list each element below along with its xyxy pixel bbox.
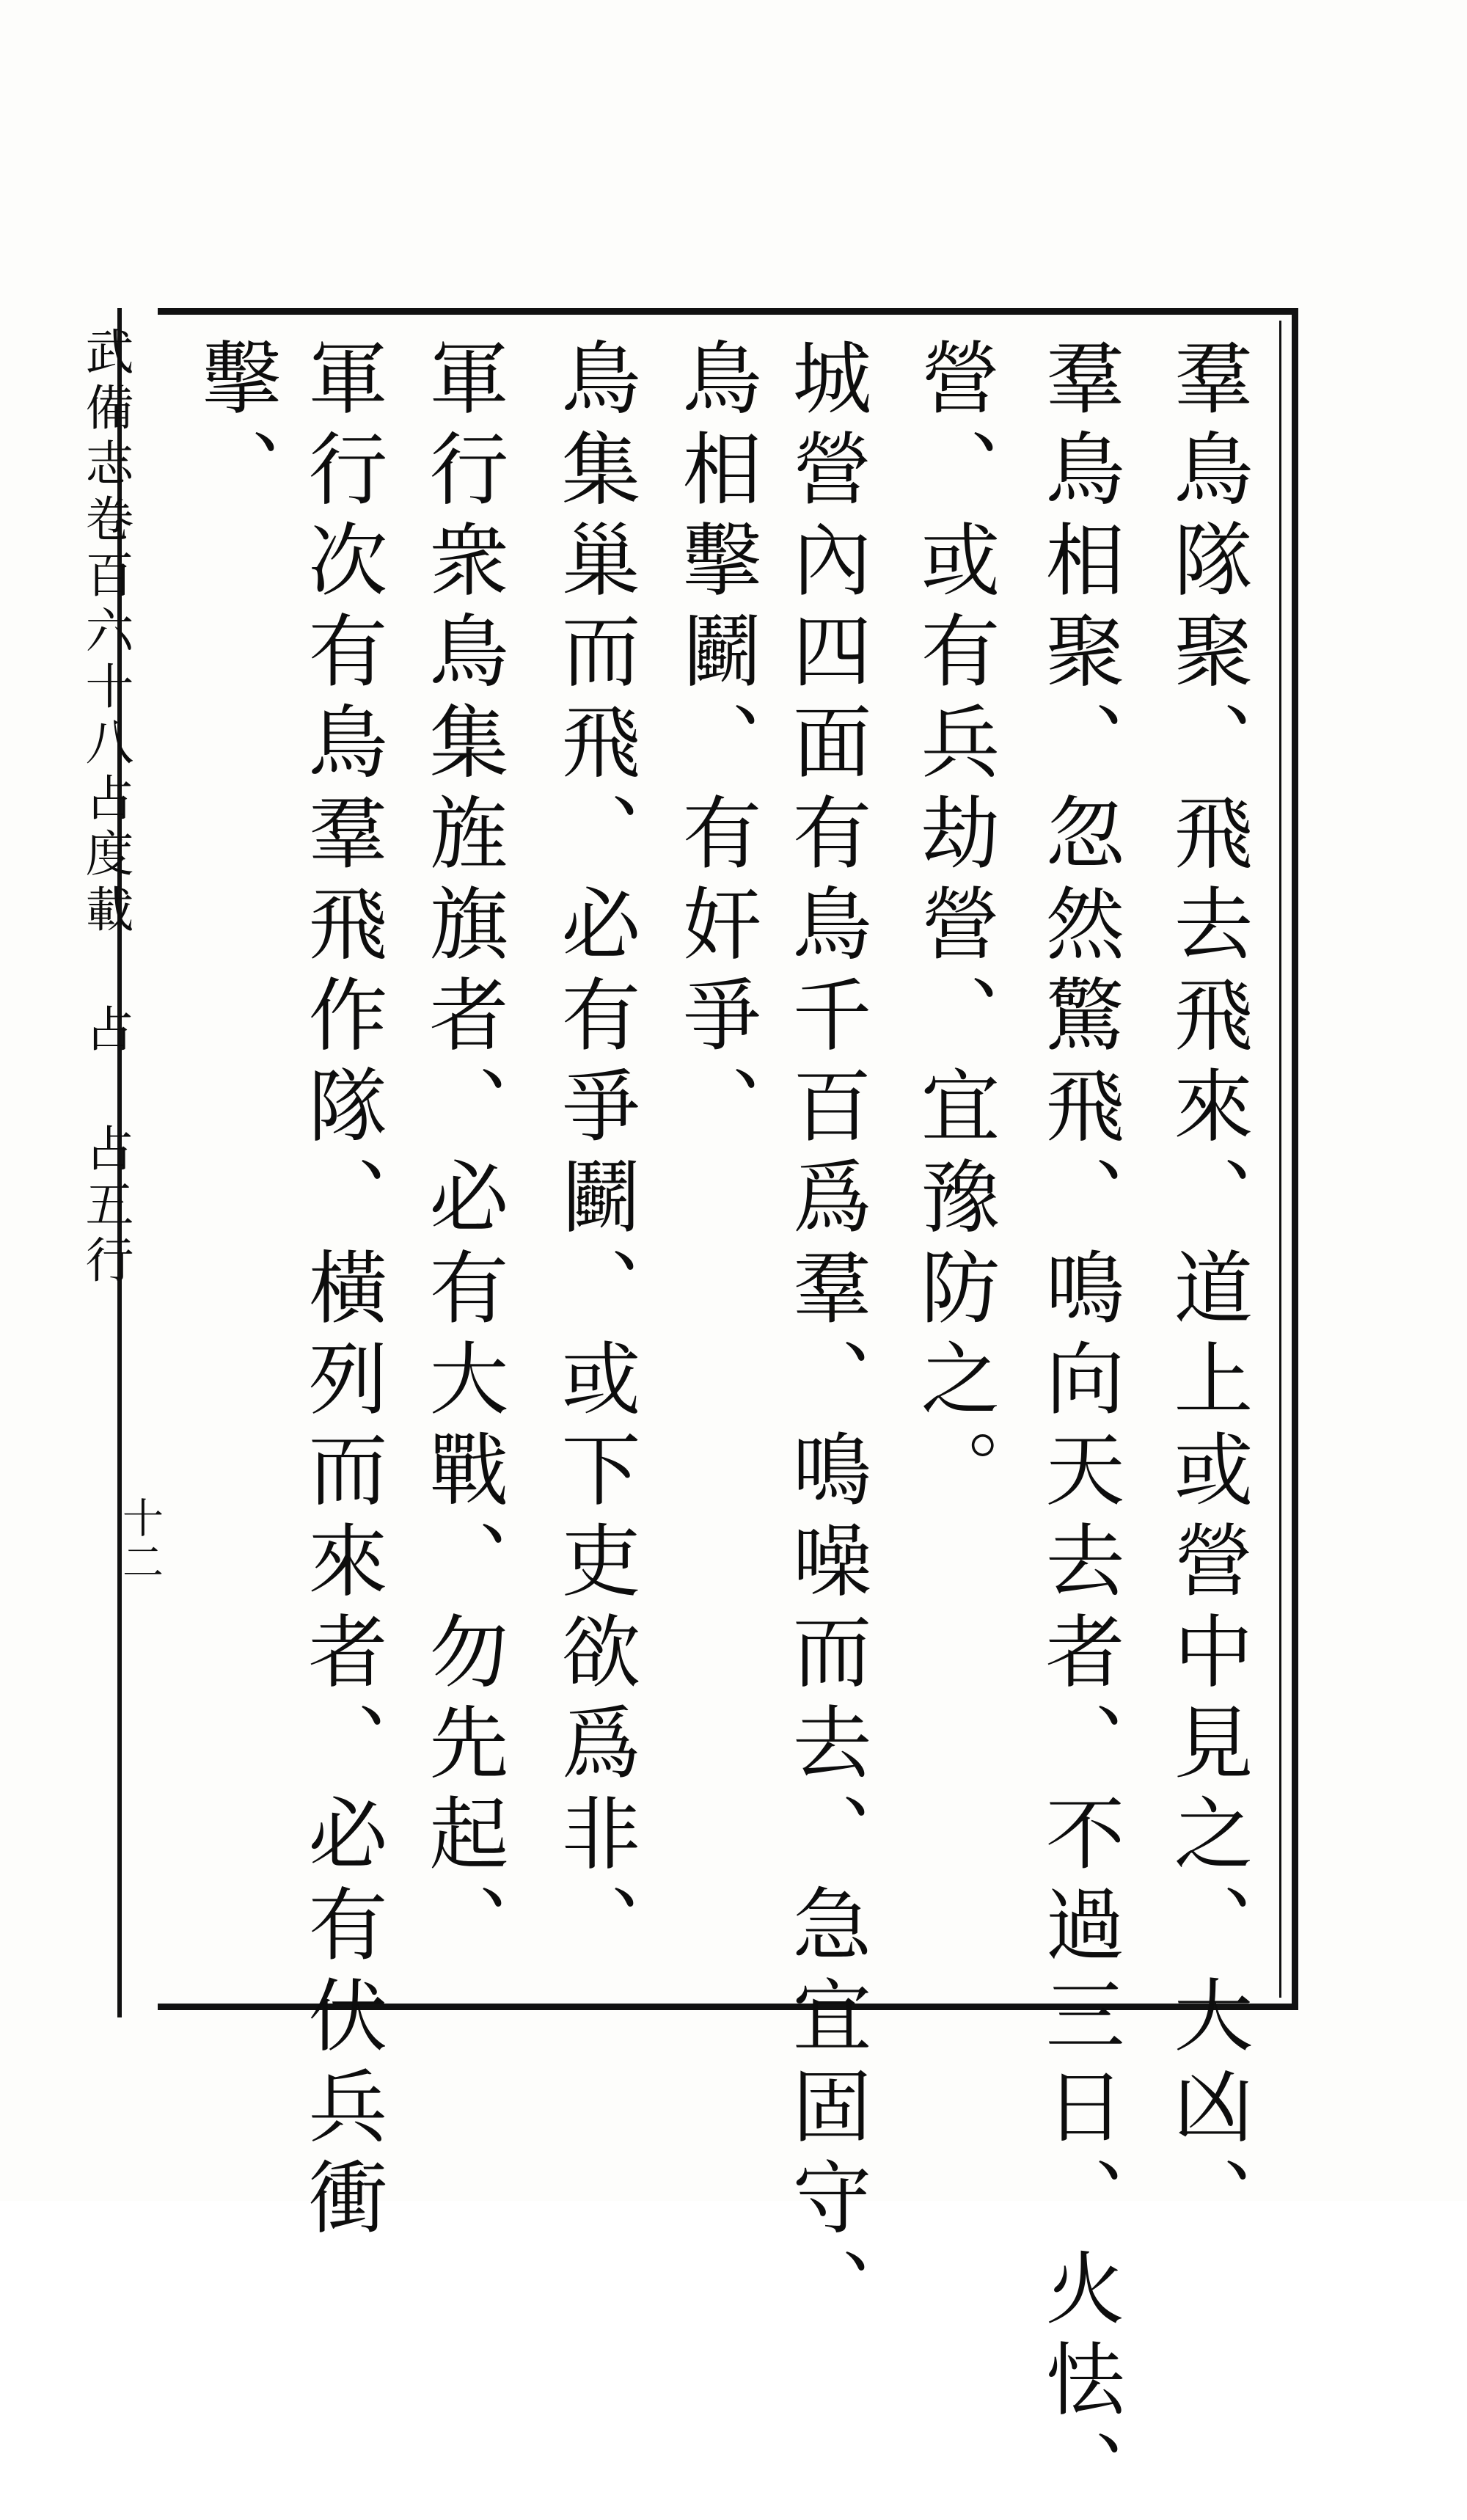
text-column-1: 羣鳥隊聚、飛去飛來、道上或營中見之、大凶、	[1160, 337, 1252, 2247]
text-column-9: 擊、	[189, 337, 280, 519]
page-number: 十二	[116, 1497, 164, 1585]
text-column-3: 營、或有兵劫營、宜豫防之。	[907, 337, 999, 1519]
text-column-7: 軍行衆鳥集旌旗者、必有大戰、勿先起、	[416, 337, 508, 1974]
text-column-5: 鳥相擊鬬、有奸爭、	[669, 337, 761, 1155]
text-column-8: 軍行次有鳥羣飛作隊、橫列而來者、必有伏兵衝	[295, 337, 387, 2247]
text-column-2: 羣鳥相聚、忽然驚飛、鳴向天去者、不過三日、火怯、	[1032, 337, 1124, 2520]
margin-book-title: 武備志卷百六十八占度載 占 占五行	[77, 326, 133, 1290]
text-column-4: 城營內四面有鳥千百爲羣、鳴噪而去、急宜固守、	[779, 337, 871, 2338]
text-column-6: 鳥集巢而飛、必有爭鬬、或下吏欲爲非、	[548, 337, 640, 1974]
text-frame	[158, 308, 1298, 2520]
